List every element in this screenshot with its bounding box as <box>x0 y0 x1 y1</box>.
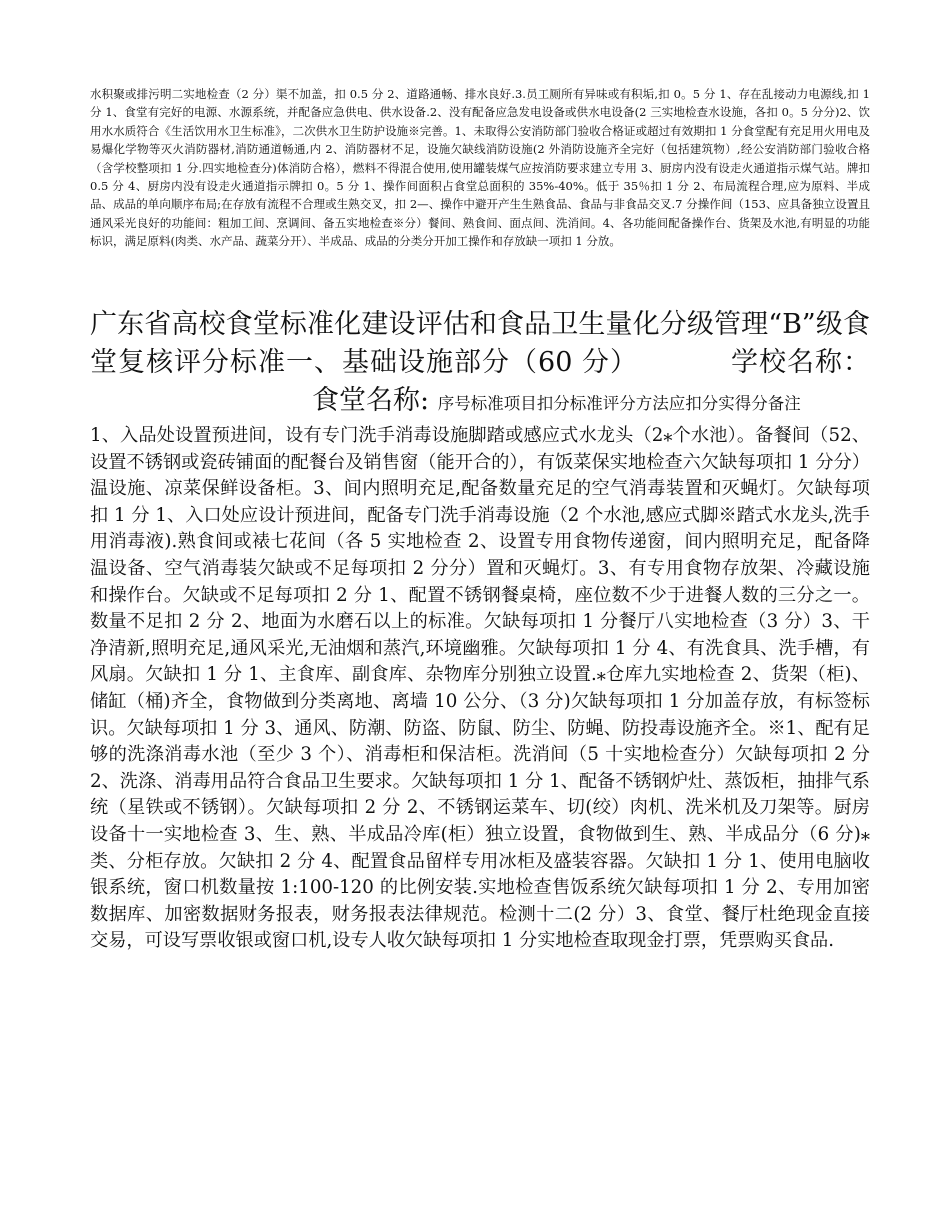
school-name-label: 学校名称： <box>729 347 870 378</box>
intro-paragraph: 水积聚或排污明二实地检查（2 分）渠不加盖，扣 0.5 分 2、道路通畅、排水良好.3.员工厕所有异味或有积垢,扣 0。5 分 1、存在乱接动力电源线,扣 1 分 1、食堂有完好的电源、水源系统，并配备应急供电、供水设备.2、没有配备应急发电设备或供水电设备(2 三实地检查水设施，各扣 0。5 分分)2、饮用水水质符合《生活饮用水卫生标准》，二次供水卫生防护设施※完善。1、未取得公安消防部门验收合格证或超过有效期扣 1 分食堂配有充足用火用电及易爆化学物等灭火消防器材,消防通道畅通,内 2、消防器材不足，设施欠缺线消防设施(2 外消防设施齐全完好（包括建筑物）,经公安消防部门验收合格（含学校整项扣 1 分.四实地检查分)体消防合格），燃料不得混合使用,使用罐装煤气应按消防要求建立专用 3、厨房内没有设走火通道指示煤气站。牌扣 0.5 分 4、厨房内没有设走火通道指示牌扣 0。5 分 1、操作间面积占食堂总面积的 35%-40%。低于 35％扣 1 分 2、布局流程合理,应为原料、半成品、成品的单向顺序布局;在存放有流程不合理或生熟交叉，扣 2—、操作中避开产生生熟食品、食品与非食品交叉.7 分操作间（153、应具备独立设置且通风采光良好的功能间：粗加工间、烹调间、备五实地检查※分）餐间、熟食间、面点间、洗消间。4、各功能间配备操作台、货架及水池,有明显的功能标识，满足原料(肉类、水产品、蔬菜分开）、半成品、成品的分类分开加工操作和存放缺一项扣 1 分放。 <box>90 87 870 249</box>
canteen-name-label: 食堂名称: <box>312 385 430 416</box>
document-title-block <box>90 306 870 423</box>
body-paragraph: 1、入品处设置预进间，设有专门洗手消毒设施脚踏或感应式水龙头（2⁎个水池）。备餐间（52、设置不锈钢或瓷砖铺面的配餐台及销售窗（能开合的），有饭菜保实地检查六欠缺每项扣 1 分分）温设施、凉菜保鲜设备柜。3、间内照明充足,配备数量充足的空气消毒装置和灭蝇灯。欠缺每项扣 1 分 1、入口处应设计预进间，配备专门洗手消毒设施（2 个水池,感应式脚※踏式水龙头,洗手用消毒液).熟食间或裱七花间（各 5 实地检查 2、设置专用食物传递窗，间内照明充足，配备降温设备、空气消毒装欠缺或不足每项扣 2 分分）置和灭蝇灯。3、有专用食物存放架、冷藏设施和操作台。欠缺或不足每项扣 2 分 1、配置不锈钢餐桌椅，座位数不少于进餐人数的三分之一。数量不足扣 2 分 2、地面为水磨石以上的标准。欠缺每项扣 1 分餐厅八实地检查（3 分）3、干净清新,照明充足,通风采光,无油烟和蒸汽,环境幽雅。欠缺每项扣 1 分 4、有洗食具、洗手槽，有风扇。欠缺扣 1 分 1、主食库、副食库、杂物库分别独立设置.⁎仓库九实地检查 2、货架（柜)、储缸（桶)齐全，食物做到分类离地、离墙 10 公分、（3 分)欠缺每项扣 1 分加盖存放，有标签标识。欠缺每项扣 1 分 3、通风、防潮、防盗、防鼠、防尘、防蝇、防投毒设施齐全。※1、配有足够的洗涤消毒水池（至少 3 个）、消毒柜和保洁柜。洗消间（5 十实地检查分）欠缺每项扣 2 分 2、洗涤、消毒用品符合食品卫生要求。欠缺每项扣 1 分 1、配备不锈钢炉灶、蒸饭柜，抽排气系统（星铁或不锈钢）。欠缺每项扣 2 分 2、不锈钢运菜车、切(绞）肉机、洗米机及刀架等。厨房设备十一实地检查 3、生、熟、半成品冷库(柜）独立设置，食物做到生、熟、半成品分（6 分)⁎类、分柜存放。欠缺扣 2 分 4、配置食品留样专用冰柜及盛装容器。欠缺扣 1 分 1、使用电脑收银系统，窗口机数量按 1:100-120 的比例安装.实地检查售饭系统欠缺每项扣 1 分 2、专用加密数据库、加密数据财务报表，财务报表法律规范。检测十二(2 分）3、食堂、餐厅杜绝现金直接交易，可设写票收银或窗口机,设专人收欠缺每项扣 1 分实地检查取现金打票，凭票购买食品. <box>90 425 870 952</box>
document-title: 广东省高校食堂标准化建设评估和食品卫生量化分级管理“B”级食堂复核评分标准一、基础设施部分（60 分） <box>90 309 870 378</box>
table-header-text: 序号标准项目扣分标准评分方法应扣分实得分备注 <box>437 394 801 413</box>
